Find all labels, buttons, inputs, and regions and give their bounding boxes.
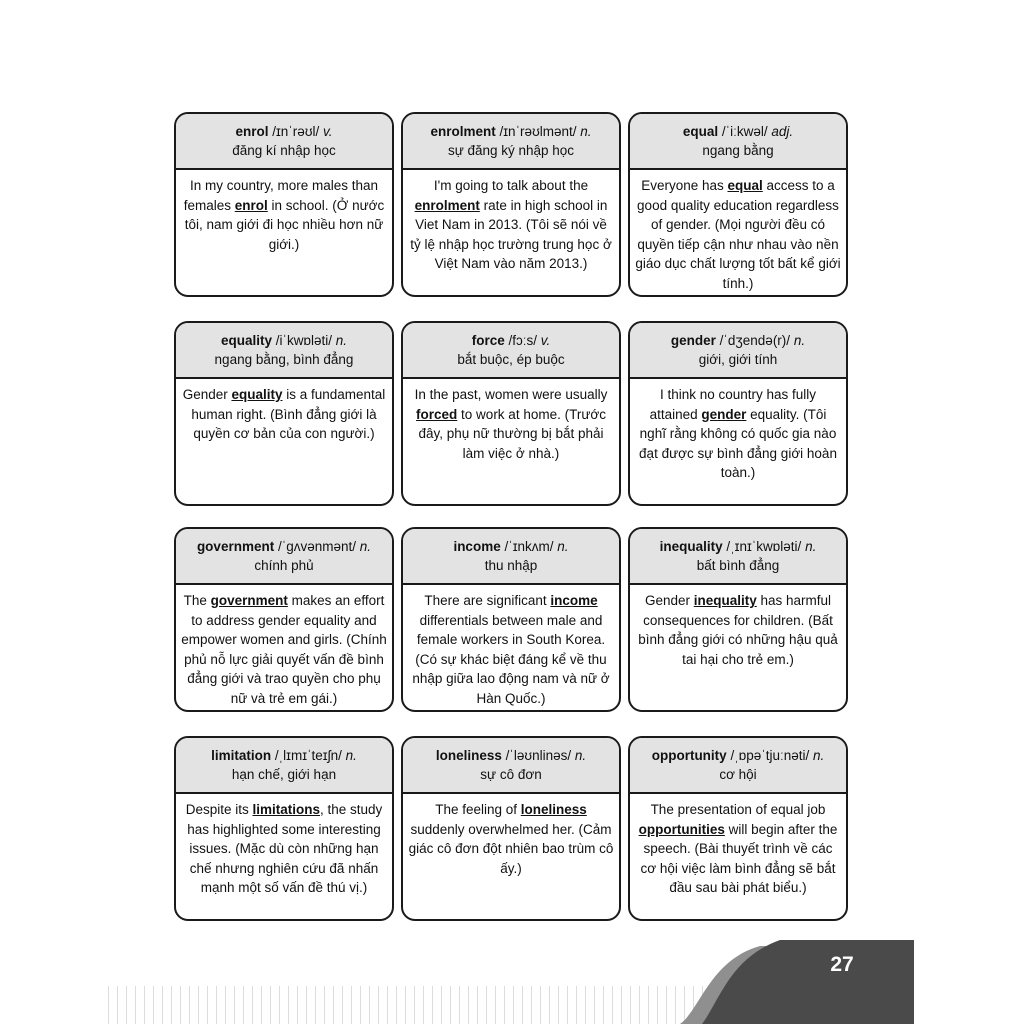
meaning: hạn chế, giới hạn <box>231 767 337 782</box>
headword-line <box>403 537 619 556</box>
example-sentence <box>630 794 846 902</box>
part-of-speech: v. <box>323 124 333 139</box>
example-text: access to a good quality education regardless of gender. (Mọi người đều có quyền tiếp cận như nhau vào nền giáo dục chất lượng tốt bất kể giới tính.) <box>635 178 841 291</box>
example-text: There are significant <box>424 593 551 608</box>
example-text: The <box>183 593 211 608</box>
meaning: cơ hội <box>719 767 757 782</box>
vocab-card-equal <box>628 112 848 297</box>
ipa: /ˈɡʌvənmənt/ <box>277 539 357 554</box>
ipa: /ˈiːkwəl/ <box>721 124 768 139</box>
example-text: Despite its <box>185 802 253 817</box>
headword-line <box>176 122 392 141</box>
card-header <box>176 323 392 379</box>
vocab-card-enrolment <box>401 112 621 297</box>
vocab-card-force <box>401 321 621 506</box>
headword: enrol <box>235 124 269 139</box>
headword: government <box>196 539 275 554</box>
part-of-speech: n. <box>793 333 806 348</box>
ipa: /ˌɒpəˈtjuːnəti/ <box>730 748 810 763</box>
meaning: bắt buộc, ép buộc <box>457 352 565 367</box>
example-sentence <box>630 170 846 297</box>
page-number: 27 <box>830 953 854 976</box>
vocab-card-inequality <box>628 527 848 712</box>
vocab-card-gender <box>628 321 848 506</box>
card-header <box>630 529 846 585</box>
example-sentence <box>176 379 392 448</box>
card-header <box>403 114 619 170</box>
headword-line <box>176 537 392 556</box>
part-of-speech: n. <box>580 124 592 139</box>
example-text: has harmful consequences for children. (Bất bình đẳng giới có những hậu quả tai hại cho trẻ em.) <box>638 593 838 667</box>
example-sentence <box>176 794 392 902</box>
example-text: rate in high school in Viet Nam in 2013. (Tôi sẽ nói về tỷ lệ nhập học trường trung học ở Việt Nam vào năm 2013.) <box>410 197 612 271</box>
headword: inequality <box>659 539 723 554</box>
example-keyword: inequality <box>693 593 757 608</box>
example-text: I think no country has fully attained <box>649 387 817 422</box>
ipa: /ˌɪnɪˈkwɒləti/ <box>726 539 802 554</box>
headword: income <box>453 539 501 554</box>
example-text: differentials between male and female workers in South Korea. (Có sự khác biệt đáng kể về thu nhập giữa lao động nam và nữ ở Hàn Quốc.) <box>412 612 610 706</box>
example-text: , the study has highlighted some interesting issues. (Mặc dù còn những hạn chế nhưng nghiên cứu đã nhấn mạnh một số vấn đề thú vị.) <box>187 802 383 895</box>
meaning: đăng kí nhập học <box>232 143 336 158</box>
example-keyword: equality <box>231 387 283 402</box>
example-keyword: enrolment <box>414 197 480 213</box>
meaning: chính phủ <box>254 558 314 573</box>
card-header <box>630 738 846 794</box>
example-sentence <box>176 585 392 712</box>
part-of-speech: n. <box>359 539 372 554</box>
ipa: /ˈɪnkʌm/ <box>504 539 554 554</box>
headword: force <box>471 333 505 348</box>
example-sentence <box>630 379 846 487</box>
example-keyword: limitations <box>252 802 320 817</box>
part-of-speech: n. <box>557 539 569 554</box>
example-sentence <box>403 170 619 278</box>
card-header <box>630 323 846 379</box>
vocab-card-limitation <box>174 736 394 921</box>
example-sentence <box>403 585 619 712</box>
meaning: sự cô đơn <box>480 767 542 782</box>
headword: gender <box>670 333 716 348</box>
card-header <box>403 529 619 585</box>
part-of-speech: n. <box>574 748 587 763</box>
example-text: makes an effort to address gender equality and empower women and girls. (Chính phủ nỗ lực giải quyết vấn đề bình đẳng giới và trao quyền cho phụ nữ và trẻ em gái.) <box>181 593 387 706</box>
example-text: equality. (Tôi nghĩ rằng không có quốc gia nào đạt được sự bình đẳng giới hoàn toàn.) <box>639 406 837 480</box>
ipa: /ɪnˈrəʊlmənt/ <box>499 124 577 139</box>
headword-line <box>630 122 846 141</box>
ipa: /fɔːs/ <box>508 333 538 348</box>
ipa: /ˈləʊnlinəs/ <box>505 748 572 763</box>
example-keyword: enrol <box>234 197 268 213</box>
example-keyword: gender <box>701 406 747 422</box>
headword: enrolment <box>430 124 496 139</box>
example-text: Everyone has <box>641 178 728 193</box>
example-sentence <box>630 585 846 673</box>
part-of-speech: n. <box>813 748 825 763</box>
example-text: In the past, women were usually <box>414 387 608 402</box>
part-of-speech: v. <box>540 333 551 348</box>
ipa: /ɪnˈrəʊl/ <box>272 124 320 139</box>
page-corner-shape <box>680 940 914 1024</box>
example-keyword: income <box>550 593 598 608</box>
meaning: giới, giới tính <box>698 352 778 367</box>
example-text: In my country, more males than females <box>183 178 379 213</box>
example-text: Gender <box>644 593 694 608</box>
headword-line <box>176 331 392 350</box>
example-text: The feeling of <box>435 802 521 817</box>
headword: equality <box>220 333 272 348</box>
headword: loneliness <box>435 748 502 763</box>
vocab-card-enrol <box>174 112 394 297</box>
vocab-card-equality <box>174 321 394 506</box>
meaning: sự đăng ký nhập học <box>447 143 575 158</box>
card-header <box>176 738 392 794</box>
headword-line <box>403 122 619 141</box>
headword: equal <box>682 124 719 139</box>
vocab-card-opportunity <box>628 736 848 921</box>
headword-line <box>630 331 846 350</box>
vocab-card-government <box>174 527 394 712</box>
footer-stripes <box>108 986 748 1024</box>
example-sentence <box>403 794 619 882</box>
card-header <box>176 114 392 170</box>
ipa: /iˈkwɒləti/ <box>275 333 332 348</box>
example-keyword: loneliness <box>520 802 587 817</box>
example-text: is a fundamental human right. (Bình đẳng giới là quyền cơ bản của con người.) <box>191 387 386 441</box>
card-header <box>630 114 846 170</box>
meaning: bất bình đẳng <box>696 558 780 573</box>
example-keyword: opportunities <box>638 821 725 837</box>
vocab-card-income <box>401 527 621 712</box>
example-text: will begin after the speech. (Bài thuyết trình về các cơ hội việc làm bình đẳng sẽ bắt đầu sau bài phát biểu.) <box>640 821 838 895</box>
vocab-card-loneliness <box>401 736 621 921</box>
part-of-speech: n. <box>335 333 348 348</box>
part-of-speech: n. <box>805 539 817 554</box>
part-of-speech: adj. <box>771 124 794 139</box>
card-header <box>176 529 392 585</box>
headword-line <box>403 331 619 350</box>
headword-line <box>403 746 619 765</box>
headword-line <box>630 746 846 765</box>
example-sentence <box>403 379 619 467</box>
headword-line <box>176 746 392 765</box>
example-sentence <box>176 170 392 258</box>
ipa: /ˌlɪmɪˈteɪʃn/ <box>274 748 342 763</box>
headword-line <box>630 537 846 556</box>
ipa: /ˈdʒendə(r)/ <box>719 333 791 348</box>
meaning: thu nhập <box>484 558 538 573</box>
meaning: ngang bằng, bình đẳng <box>214 352 354 367</box>
example-text: to work at home. (Trước đây, phụ nữ thường bị bắt phải làm việc ở nhà.) <box>418 406 606 461</box>
example-text: The presentation of equal job <box>650 802 826 817</box>
headword: opportunity <box>651 748 727 763</box>
example-keyword: equal <box>727 178 763 193</box>
example-keyword: government <box>210 593 288 608</box>
example-text: I'm going to talk about the <box>433 178 589 193</box>
headword: limitation <box>211 748 272 763</box>
example-text: suddenly overwhelmed her. (Cảm giác cô đơn đột nhiên bao trùm cô ấy.) <box>408 821 614 876</box>
card-header <box>403 323 619 379</box>
part-of-speech: n. <box>345 748 357 763</box>
card-header <box>403 738 619 794</box>
example-text: Gender <box>182 387 232 402</box>
example-text: in school. (Ở nước tôi, nam giới đi học nhiều hơn nữ giới.) <box>184 197 385 252</box>
meaning: ngang bằng <box>702 143 774 158</box>
example-keyword: forced <box>416 406 458 422</box>
